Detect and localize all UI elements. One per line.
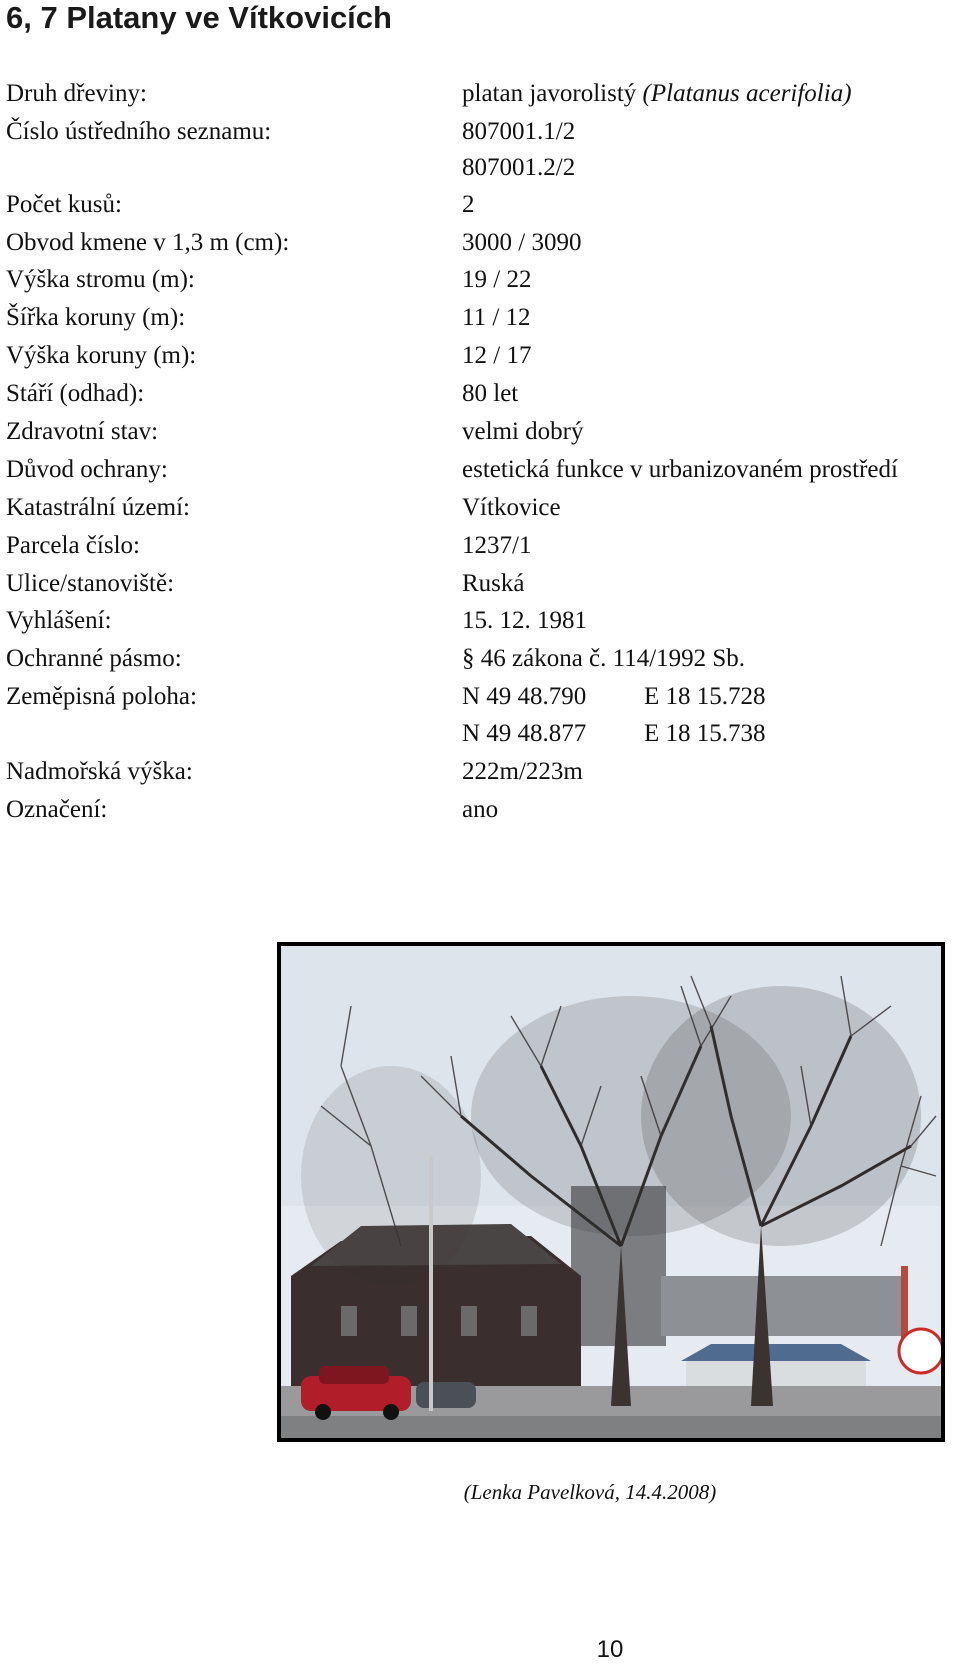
duvod-label: Důvod ochrany:	[6, 456, 168, 483]
zdravotni-label: Zdravotní stav:	[6, 418, 159, 445]
nadmorska-label: Nadmořská výška:	[6, 758, 193, 785]
row-nadmorska	[0, 754, 960, 790]
ulice-value: Ruská	[462, 570, 525, 597]
vyska-value: 19 / 22	[462, 266, 532, 293]
cislo-value-2: 807001.2/2	[462, 154, 576, 181]
sirka-label: Šířka koruny (m):	[6, 304, 186, 331]
zdravotni-value: velmi dobrý	[462, 418, 584, 445]
stari-value: 80 let	[462, 380, 519, 407]
row-ulice	[0, 566, 960, 602]
druh-label: Druh dřeviny:	[6, 80, 147, 107]
sirka-value: 11 / 12	[462, 304, 531, 331]
parcela-label: Parcela číslo:	[6, 532, 140, 559]
poloha-e2: E 18 15.738	[644, 720, 766, 747]
pocet-value: 2	[462, 191, 475, 218]
row-pasmo	[0, 641, 960, 677]
row-vyhlaseni	[0, 603, 960, 639]
obvod-label: Obvod kmene v 1,3 m (cm):	[6, 229, 290, 256]
cislo-value-1: 807001.1/2	[462, 118, 576, 145]
row-poloha	[0, 679, 960, 715]
row-parcela	[0, 528, 960, 564]
druh-value	[462, 76, 852, 112]
stari-label: Stáří (odhad):	[6, 380, 145, 407]
poloha-label: Zeměpisná poloha:	[6, 683, 197, 710]
druh-common-name: platan javorolistý	[462, 80, 637, 107]
row-pocet	[0, 187, 960, 223]
row-oznaceni	[0, 792, 960, 828]
poloha-e1: E 18 15.728	[644, 683, 766, 710]
duvod-value: estetická funkce v urbanizovaném prostředí	[462, 456, 898, 483]
row-vyska-koruny	[0, 338, 960, 374]
row-sirka	[0, 300, 960, 336]
pasmo-value: § 46 zákona č. 114/1992 Sb.	[462, 645, 746, 672]
vyhlaseni-value: 15. 12. 1981	[462, 607, 587, 634]
cislo-label: Číslo ústředního seznamu:	[6, 118, 272, 145]
pasmo-label: Ochranné pásmo:	[6, 645, 182, 672]
photo-caption: (Lenka Pavelková, 14.4.2008)	[463, 1480, 717, 1504]
row-zdravotni	[0, 414, 960, 450]
page-title: 6, 7 Platany ve Vítkovicích	[6, 0, 392, 35]
oznaceni-value: ano	[462, 796, 499, 823]
katastr-label: Katastrální území:	[6, 494, 190, 521]
row-cislo-2	[0, 150, 960, 186]
oznaceni-label: Označení:	[6, 796, 108, 823]
vyska-koruny-value: 12 / 17	[462, 342, 532, 369]
row-duvod	[0, 452, 960, 488]
vyska-label: Výška stromu (m):	[6, 266, 195, 293]
row-obvod	[0, 225, 960, 261]
obvod-value: 3000 / 3090	[462, 229, 582, 256]
katastr-value: Vítkovice	[462, 494, 561, 521]
row-katastr	[0, 490, 960, 526]
druh-latin-name: (Platanus acerifolia)	[642, 80, 852, 107]
page-number: 10	[596, 1636, 624, 1663]
tree-photo	[277, 942, 945, 1442]
vyhlaseni-label: Vyhlášení:	[6, 607, 112, 634]
poloha-n1: N 49 48.790	[462, 683, 587, 710]
pocet-label: Počet kusů:	[6, 191, 122, 218]
photo-illustration	[281, 946, 941, 1438]
row-vyska	[0, 262, 960, 298]
parcela-value: 1237/1	[462, 532, 532, 559]
row-stari	[0, 376, 960, 412]
vyska-koruny-label: Výška koruny (m):	[6, 342, 197, 369]
nadmorska-value: 222m/223m	[462, 758, 583, 785]
poloha-n2: N 49 48.877	[462, 720, 587, 747]
row-poloha-2	[0, 716, 960, 752]
ulice-label: Ulice/stanoviště:	[6, 570, 175, 597]
row-druh	[0, 76, 960, 112]
row-cislo	[0, 114, 960, 150]
